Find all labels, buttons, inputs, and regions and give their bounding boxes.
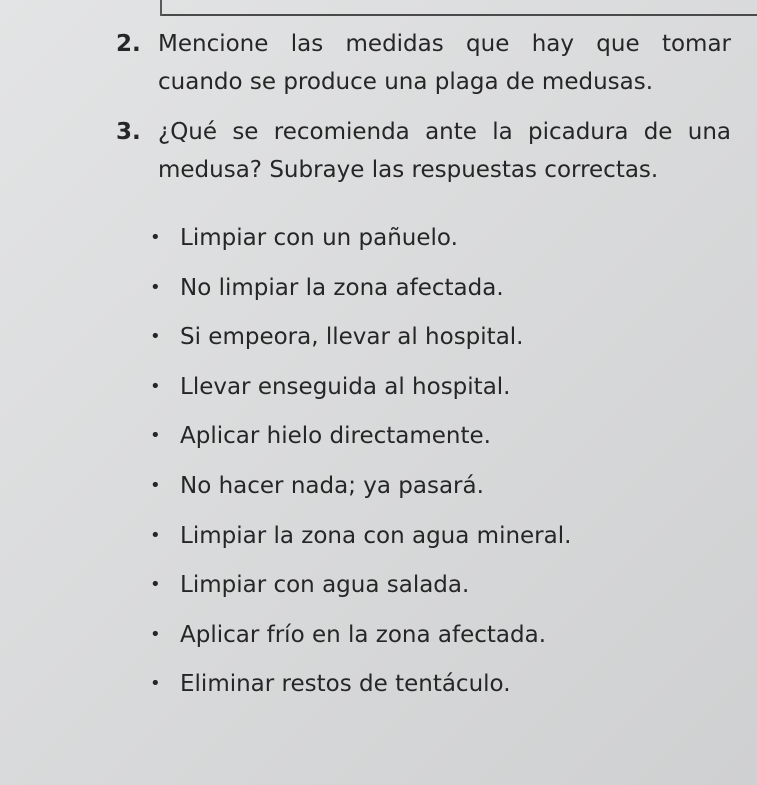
question-2 (116, 25, 731, 101)
question-2-number: 2. (116, 31, 141, 57)
option-7-text[interactable]: Limpiar la zona con agua mineral. (180, 522, 572, 549)
bullet-icon: • (150, 425, 161, 447)
bullet-icon: • (150, 326, 161, 348)
bullet-icon: • (150, 524, 161, 546)
bullet-icon: • (150, 623, 161, 645)
option-6-text[interactable]: No hacer nada; ya pasará. (180, 472, 484, 499)
option-4-text[interactable]: Llevar enseguida al hospital. (180, 373, 511, 400)
option-3-text[interactable]: Si empeora, llevar al hospital. (180, 324, 524, 351)
bullet-icon: • (150, 574, 161, 596)
bullet-icon: • (150, 375, 161, 397)
option-9-text[interactable]: Aplicar frío en la zona afectada. (180, 621, 547, 648)
question-2-text: Mencione las medidas que hay que tomar cuando se produce una plaga de medusas. (158, 31, 731, 95)
option-1-text[interactable]: Limpiar con un pañuelo. (180, 225, 458, 251)
top-border-line (162, 14, 757, 16)
bullet-icon: • (150, 276, 161, 298)
question-3 (116, 113, 731, 189)
option-2-text[interactable]: No limpiar la zona afectada. (180, 274, 504, 301)
bullet-icon: • (150, 227, 161, 248)
option-8-text[interactable]: Limpiar con agua salada. (180, 572, 470, 599)
option-10-text[interactable]: Eliminar restos de tentáculo. (180, 671, 511, 698)
question-3-number: 3. (116, 119, 141, 145)
bullet-icon: • (150, 474, 161, 496)
option-5-text[interactable]: Aplicar hielo directamente. (180, 423, 491, 450)
question-3-text: ¿Qué se recomienda ante la picadura de una medusa? Subraye las respuestas correctas. (158, 119, 731, 183)
bullet-icon: • (150, 673, 161, 695)
